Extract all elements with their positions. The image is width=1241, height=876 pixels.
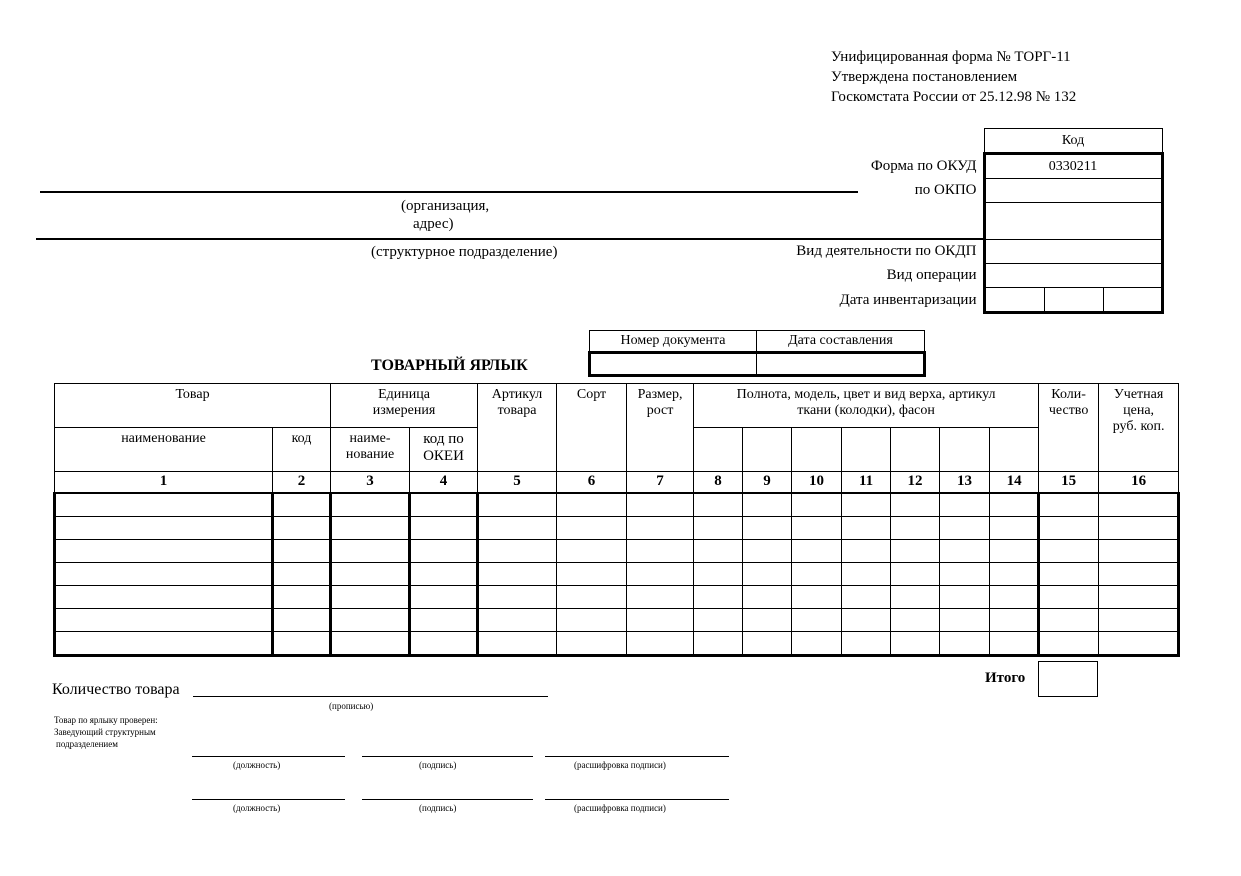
table-cell[interactable] <box>627 586 694 609</box>
col-okei-line2: ОКЕИ <box>423 448 464 465</box>
col-code: код <box>273 428 331 472</box>
form-title-line1: Унифицированная форма № ТОРГ-11 <box>831 49 1071 65</box>
inventory-date-label: Дата инвентаризации <box>839 291 977 308</box>
position-caption-1: (должность) <box>233 760 281 770</box>
table-cell[interactable] <box>1099 493 1179 517</box>
col-qty-line2: чество <box>1048 403 1089 419</box>
col-price-line3: руб. коп. <box>1112 419 1165 435</box>
table-cell[interactable] <box>792 517 842 540</box>
col-9-header <box>743 428 792 472</box>
table-row <box>55 540 1179 563</box>
table-cell[interactable] <box>627 540 694 563</box>
okud-value[interactable]: 0330211 <box>984 154 1162 179</box>
document-number-table <box>588 330 926 377</box>
table-cell[interactable] <box>331 493 410 517</box>
table-cell[interactable] <box>842 586 891 609</box>
col-number-3: 3 <box>331 472 410 494</box>
col-fullness-line1: Полнота, модель, цвет и вид верха, артикул <box>736 387 996 402</box>
col-size-line1: Размер, <box>637 387 683 402</box>
table-cell[interactable] <box>743 493 792 517</box>
position-line-1[interactable] <box>192 756 345 757</box>
table-row <box>55 632 1179 656</box>
col-8-header <box>694 428 743 472</box>
col-number-14: 14 <box>990 472 1039 494</box>
col-fullness-line2: ткани (колодки), фасон <box>797 403 935 419</box>
table-cell[interactable] <box>990 586 1039 609</box>
col-unit-line2: измерения <box>372 403 436 419</box>
checked-line1: Товар по ярлыку проверен: <box>54 715 158 725</box>
col-number-15: 15 <box>1039 472 1099 494</box>
col-12-header <box>891 428 940 472</box>
document-number-value[interactable] <box>590 353 757 376</box>
table-row <box>55 609 1179 632</box>
inventory-date-month[interactable] <box>1044 288 1103 313</box>
table-cell[interactable] <box>792 609 842 632</box>
table-cell[interactable] <box>410 586 478 609</box>
table-cell[interactable] <box>990 517 1039 540</box>
organization-caption-1: (организация, <box>401 198 490 214</box>
col-unit-name-line2: нование <box>345 447 395 463</box>
table-cell[interactable] <box>331 586 410 609</box>
table-cell[interactable] <box>940 540 990 563</box>
table-cell[interactable] <box>842 517 891 540</box>
table-cell[interactable] <box>557 586 627 609</box>
table-cell[interactable] <box>410 540 478 563</box>
col-unit-line1: Единица <box>378 387 430 402</box>
okpo-value[interactable] <box>984 179 1162 203</box>
col-number-6: 6 <box>557 472 627 494</box>
table-cell[interactable] <box>273 586 331 609</box>
table-cell[interactable] <box>55 540 273 563</box>
table-cell[interactable] <box>478 517 557 540</box>
table-cell[interactable] <box>1039 540 1099 563</box>
table-cell[interactable] <box>891 493 940 517</box>
table-cell[interactable] <box>478 586 557 609</box>
table-cell[interactable] <box>55 517 273 540</box>
checked-line3: подразделением <box>56 739 118 749</box>
table-cell[interactable] <box>627 563 694 586</box>
table-cell[interactable] <box>273 563 331 586</box>
table-cell[interactable] <box>331 632 410 656</box>
division-line[interactable] <box>36 238 986 240</box>
table-cell[interactable] <box>891 609 940 632</box>
org-code-value[interactable] <box>984 203 1162 240</box>
table-cell[interactable] <box>331 517 410 540</box>
codes-table <box>720 128 1164 314</box>
table-cell[interactable] <box>410 632 478 656</box>
table-cell[interactable] <box>743 632 792 656</box>
table-row <box>55 563 1179 586</box>
decoding-caption-1: (расшифровка подписи) <box>574 760 666 770</box>
table-cell[interactable] <box>990 632 1039 656</box>
table-cell[interactable] <box>273 609 331 632</box>
table-cell[interactable] <box>891 632 940 656</box>
col-name: наименование <box>55 428 273 472</box>
document-date-label: Дата составления <box>757 331 925 353</box>
okud-label: Форма по ОКУД <box>870 157 977 174</box>
table-cell[interactable] <box>478 540 557 563</box>
table-cell[interactable] <box>331 563 410 586</box>
table-cell[interactable] <box>557 609 627 632</box>
col-price <box>1099 384 1179 472</box>
kod-header: Код <box>984 129 1162 154</box>
col-number-9: 9 <box>743 472 792 494</box>
col-article-line2: товара <box>497 403 537 419</box>
col-number-11: 11 <box>842 472 891 494</box>
table-cell[interactable] <box>694 493 743 517</box>
table-cell[interactable] <box>792 563 842 586</box>
table-cell[interactable] <box>1099 586 1179 609</box>
okdp-label: Вид деятельности по ОКДП <box>796 243 977 259</box>
table-cell[interactable] <box>743 609 792 632</box>
table-cell[interactable] <box>410 493 478 517</box>
table-cell[interactable] <box>743 586 792 609</box>
table-cell[interactable] <box>273 540 331 563</box>
table-cell[interactable] <box>1099 517 1179 540</box>
table-cell[interactable] <box>331 540 410 563</box>
division-caption: (структурное подразделение) <box>371 244 558 260</box>
inventory-date-year[interactable] <box>1103 288 1162 313</box>
qty-words-label: Количество товара <box>52 681 180 698</box>
table-cell[interactable] <box>792 540 842 563</box>
table-row <box>55 586 1179 609</box>
position-line-2[interactable] <box>192 799 345 800</box>
table-cell[interactable] <box>990 563 1039 586</box>
table-cell[interactable] <box>1039 609 1099 632</box>
col-number-13: 13 <box>940 472 990 494</box>
table-cell[interactable] <box>940 493 990 517</box>
col-unit-name-line1: наиме- <box>349 431 391 446</box>
position-caption-2: (должность) <box>233 803 281 813</box>
col-unit <box>331 384 478 428</box>
table-cell[interactable] <box>842 563 891 586</box>
table-cell[interactable] <box>627 493 694 517</box>
table-cell[interactable] <box>694 517 743 540</box>
table-cell[interactable] <box>743 517 792 540</box>
table-cell[interactable] <box>55 586 273 609</box>
organization-caption-2: адрес) <box>413 216 454 232</box>
decoding-line-2[interactable] <box>545 799 729 800</box>
col-number-12: 12 <box>891 472 940 494</box>
col-article <box>478 384 557 472</box>
table-cell[interactable] <box>1039 517 1099 540</box>
qty-words-line[interactable] <box>193 696 548 697</box>
table-cell[interactable] <box>694 609 743 632</box>
col-okei <box>410 428 478 472</box>
table-cell[interactable] <box>891 517 940 540</box>
document-date-value[interactable] <box>757 353 925 376</box>
table-cell[interactable] <box>940 632 990 656</box>
col-11-header <box>842 428 891 472</box>
col-13-header <box>940 428 990 472</box>
col-price-line2: цена, <box>1123 403 1155 419</box>
table-cell[interactable] <box>694 540 743 563</box>
col-number-16: 16 <box>1099 472 1179 494</box>
table-cell[interactable] <box>842 540 891 563</box>
table-cell[interactable] <box>842 609 891 632</box>
col-fullness <box>694 384 1039 428</box>
table-cell[interactable] <box>1099 540 1179 563</box>
col-size <box>627 384 694 472</box>
col-article-line1: Артикул <box>491 387 543 402</box>
table-cell[interactable] <box>55 493 273 517</box>
table-cell[interactable] <box>990 493 1039 517</box>
col-number-4: 4 <box>410 472 478 494</box>
goods-table <box>53 383 1180 657</box>
col-qty-line1: Коли- <box>1051 387 1086 402</box>
col-price-line1: Учетная <box>1113 387 1164 402</box>
col-number-2: 2 <box>273 472 331 494</box>
signature-caption-2: (подпись) <box>419 803 457 813</box>
decoding-line-1[interactable] <box>545 756 729 757</box>
table-cell[interactable] <box>410 609 478 632</box>
col-number-5: 5 <box>478 472 557 494</box>
table-cell[interactable] <box>55 632 273 656</box>
col-unit-name <box>331 428 410 472</box>
table-cell[interactable] <box>331 609 410 632</box>
total-value[interactable] <box>1038 661 1098 697</box>
table-cell[interactable] <box>478 493 557 517</box>
table-cell[interactable] <box>940 609 990 632</box>
table-cell[interactable] <box>1099 609 1179 632</box>
table-cell[interactable] <box>273 517 331 540</box>
col-number-10: 10 <box>792 472 842 494</box>
col-number-7: 7 <box>627 472 694 494</box>
table-cell[interactable] <box>842 493 891 517</box>
table-cell[interactable] <box>478 609 557 632</box>
table-cell[interactable] <box>55 563 273 586</box>
table-cell[interactable] <box>478 563 557 586</box>
table-row <box>55 493 1179 517</box>
table-cell[interactable] <box>990 540 1039 563</box>
document-number-label: Номер документа <box>590 331 757 353</box>
table-cell[interactable] <box>743 540 792 563</box>
table-cell[interactable] <box>1039 493 1099 517</box>
form-title-line2: Утверждена постановлением <box>831 69 1018 85</box>
table-cell[interactable] <box>557 563 627 586</box>
table-cell[interactable] <box>1099 632 1179 656</box>
table-cell[interactable] <box>792 632 842 656</box>
table-cell[interactable] <box>940 517 990 540</box>
table-cell[interactable] <box>694 563 743 586</box>
okdp-value[interactable] <box>984 240 1162 264</box>
table-cell[interactable] <box>478 632 557 656</box>
table-row <box>55 517 1179 540</box>
table-cell[interactable] <box>55 609 273 632</box>
col-sort: Сорт <box>557 384 627 472</box>
col-number-1: 1 <box>55 472 273 494</box>
col-number-8: 8 <box>694 472 743 494</box>
decoding-caption-2: (расшифровка подписи) <box>574 803 666 813</box>
okpo-label: по ОКПО <box>914 182 977 198</box>
col-14-header <box>990 428 1039 472</box>
table-cell[interactable] <box>273 493 331 517</box>
table-cell[interactable] <box>694 632 743 656</box>
form-title-line3: Госкомстата России от 25.12.98 № 132 <box>831 89 1077 105</box>
col-10-header <box>792 428 842 472</box>
table-cell[interactable] <box>557 540 627 563</box>
signature-line-1[interactable] <box>362 756 533 757</box>
signature-line-2[interactable] <box>362 799 533 800</box>
checked-line2: Заведующий структурным <box>54 727 156 737</box>
table-cell[interactable] <box>891 540 940 563</box>
col-goods: Товар <box>55 384 331 428</box>
signature-caption-1: (подпись) <box>419 760 457 770</box>
total-label: Итого <box>985 670 1026 686</box>
col-qty <box>1039 384 1099 472</box>
table-cell[interactable] <box>940 563 990 586</box>
table-cell[interactable] <box>743 563 792 586</box>
inventory-date-day[interactable] <box>984 288 1044 313</box>
table-cell[interactable] <box>557 493 627 517</box>
col-okei-line1: код по <box>423 431 464 447</box>
table-cell[interactable] <box>557 632 627 656</box>
table-cell[interactable] <box>990 609 1039 632</box>
table-cell[interactable] <box>273 632 331 656</box>
table-cell[interactable] <box>627 517 694 540</box>
table-cell[interactable] <box>792 493 842 517</box>
table-cell[interactable] <box>1039 632 1099 656</box>
table-cell[interactable] <box>1039 586 1099 609</box>
qty-words-caption: (прописью) <box>329 701 374 711</box>
table-cell[interactable] <box>410 517 478 540</box>
operation-label: Вид операции <box>886 267 977 283</box>
table-cell[interactable] <box>842 632 891 656</box>
table-cell[interactable] <box>940 586 990 609</box>
organization-line[interactable] <box>40 191 858 193</box>
operation-value[interactable] <box>984 264 1162 288</box>
col-size-line2: рост <box>646 403 674 419</box>
table-cell[interactable] <box>891 586 940 609</box>
table-cell[interactable] <box>557 517 627 540</box>
table-cell[interactable] <box>410 563 478 586</box>
document-title: ТОВАРНЫЙ ЯРЛЫК <box>371 357 528 374</box>
table-cell[interactable] <box>891 563 940 586</box>
table-cell[interactable] <box>792 586 842 609</box>
table-cell[interactable] <box>694 586 743 609</box>
table-cell[interactable] <box>627 632 694 656</box>
table-cell[interactable] <box>1099 563 1179 586</box>
table-cell[interactable] <box>1039 563 1099 586</box>
table-cell[interactable] <box>627 609 694 632</box>
